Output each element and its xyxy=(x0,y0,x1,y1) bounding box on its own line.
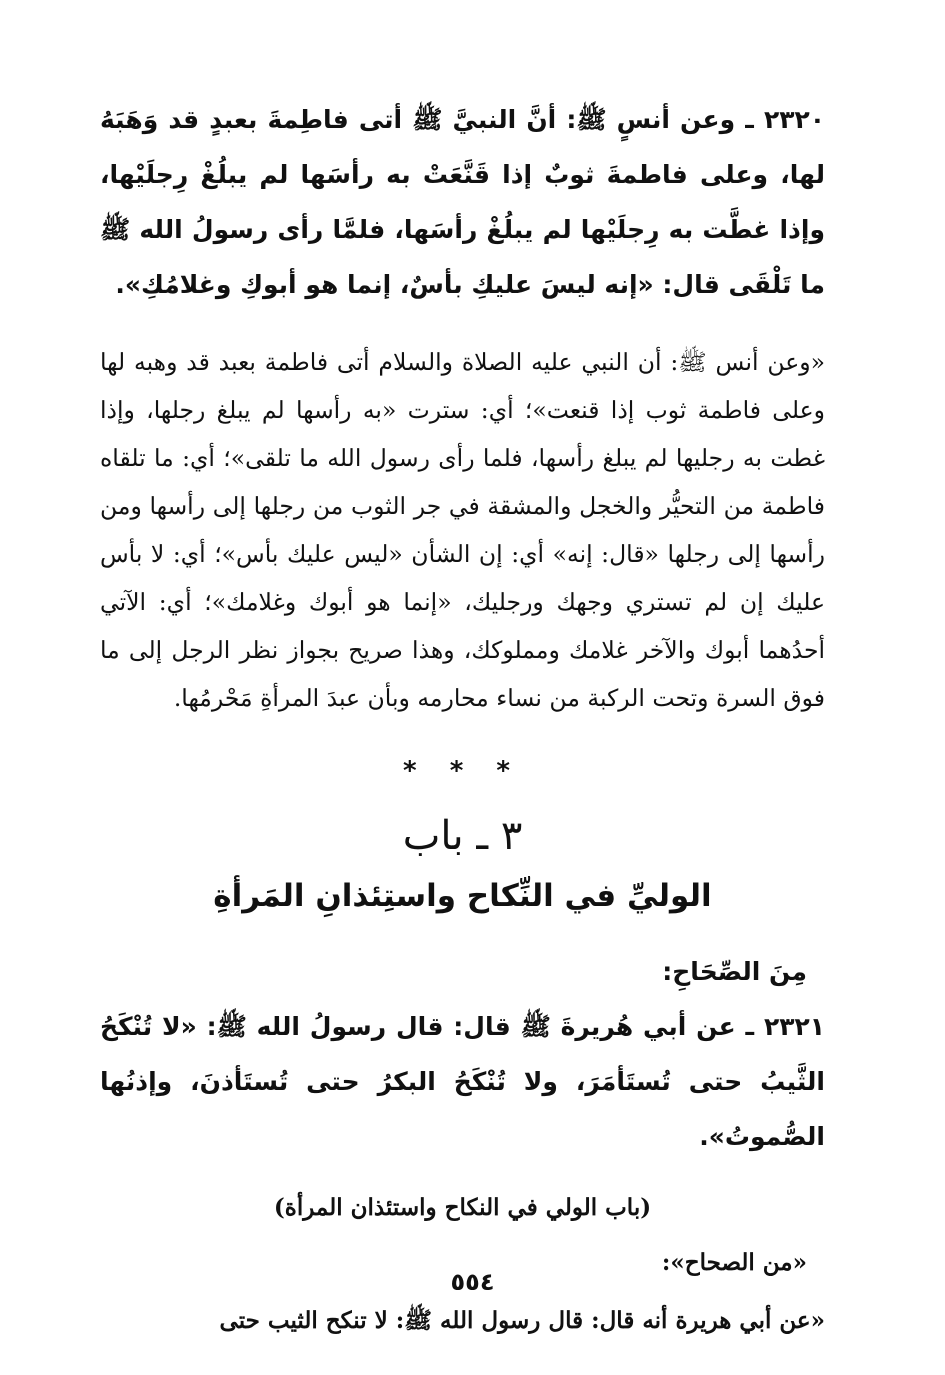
chapter-number: ٣ ـ باب xyxy=(402,813,523,859)
section-separator: * * * xyxy=(403,756,522,786)
commentary-2320: «وعن أنس ﷺ: أن النبي عليه الصلاة والسلام أتى فاطمة بعبد قد وهبه لها وعلى فاطمة ثوب إذا قنعت»؛ أي: سترت «به رأسها لم يبلغ رجلها، وإذا غطت به رجليها لم يبلغ رأسها، فلما رأى رسول الله ما تلقى»؛ أي: ما تلقاه فاطمة من التحيُّر والخجل والمشقة في جر الثوب من رجلها إلى رأسها ومن رأسها إلى رجلها «قال: إنه» أي: إن الشأن «ليس عليك بأس»؛ أي: لا بأس عليك إن لم تستري وجهك ورجليك، «إنما هو أبوك وغلامك»؛ أي: الآتي أحدُهما أبوك والآخر غلامك ومملوكك، وهذا صريح بجواز نظر الرجل إلى ما فوق السرة وتحت الركبة من نساء محارمه وبأن عبدَ المرأةِ مَحْرمُها. xyxy=(100,348,825,712)
hadith-2320: ٢٣٢٠ ـ وعن أنسٍ ﷺ: أنَّ النبيَّ ﷺ أتى فاطِمةَ بعبدٍ قد وَهَبَهُ لها، وعلى فاطمةَ ثوبٌ إذا قَنَّعَتْ به رأسَها لم يبلُغْ رِجلَيْها، وإذا غطَّت به رِجلَيْها لم يبلُغْ رأسَها، فلمَّا رأى رسولُ الله ﷺ ما تَلْقَى قال: «إنه ليسَ عليكِ بأسٌ، إنما هو أبوكِ وغلامُكِ». xyxy=(100,105,825,299)
section-label: مِنَ الصِّحَاحِ: xyxy=(662,957,807,986)
page-body xyxy=(100,92,825,1350)
commentary-2321-start: «عن أبي هريرة أنه قال: قال رسول الله ﷺ: لا تنكح الثيب حتى xyxy=(219,1307,825,1334)
hadith-2321: ٢٣٢١ ـ عن أبي هُريرةَ ﷺ قال: قال رسولُ الله ﷺ: «لا تُنْكَحُ الثَّيبُ حتى تُستَأمَرَ، ولا تُنْكَحُ البكرُ حتى تُستَأذنَ، وإذنُها الصُّموتُ». xyxy=(100,1012,825,1151)
commentary-chapter-heading: (باب الولي في النكاح واستئذان المرأة) xyxy=(273,1194,652,1221)
page-number: ٥٥٤ xyxy=(450,1268,495,1296)
commentary-section-label: «من الصحاح»: xyxy=(661,1249,807,1276)
chapter-title: الوليِّ في النِّكاح واستِئذانِ المَرأةِ xyxy=(213,878,712,914)
